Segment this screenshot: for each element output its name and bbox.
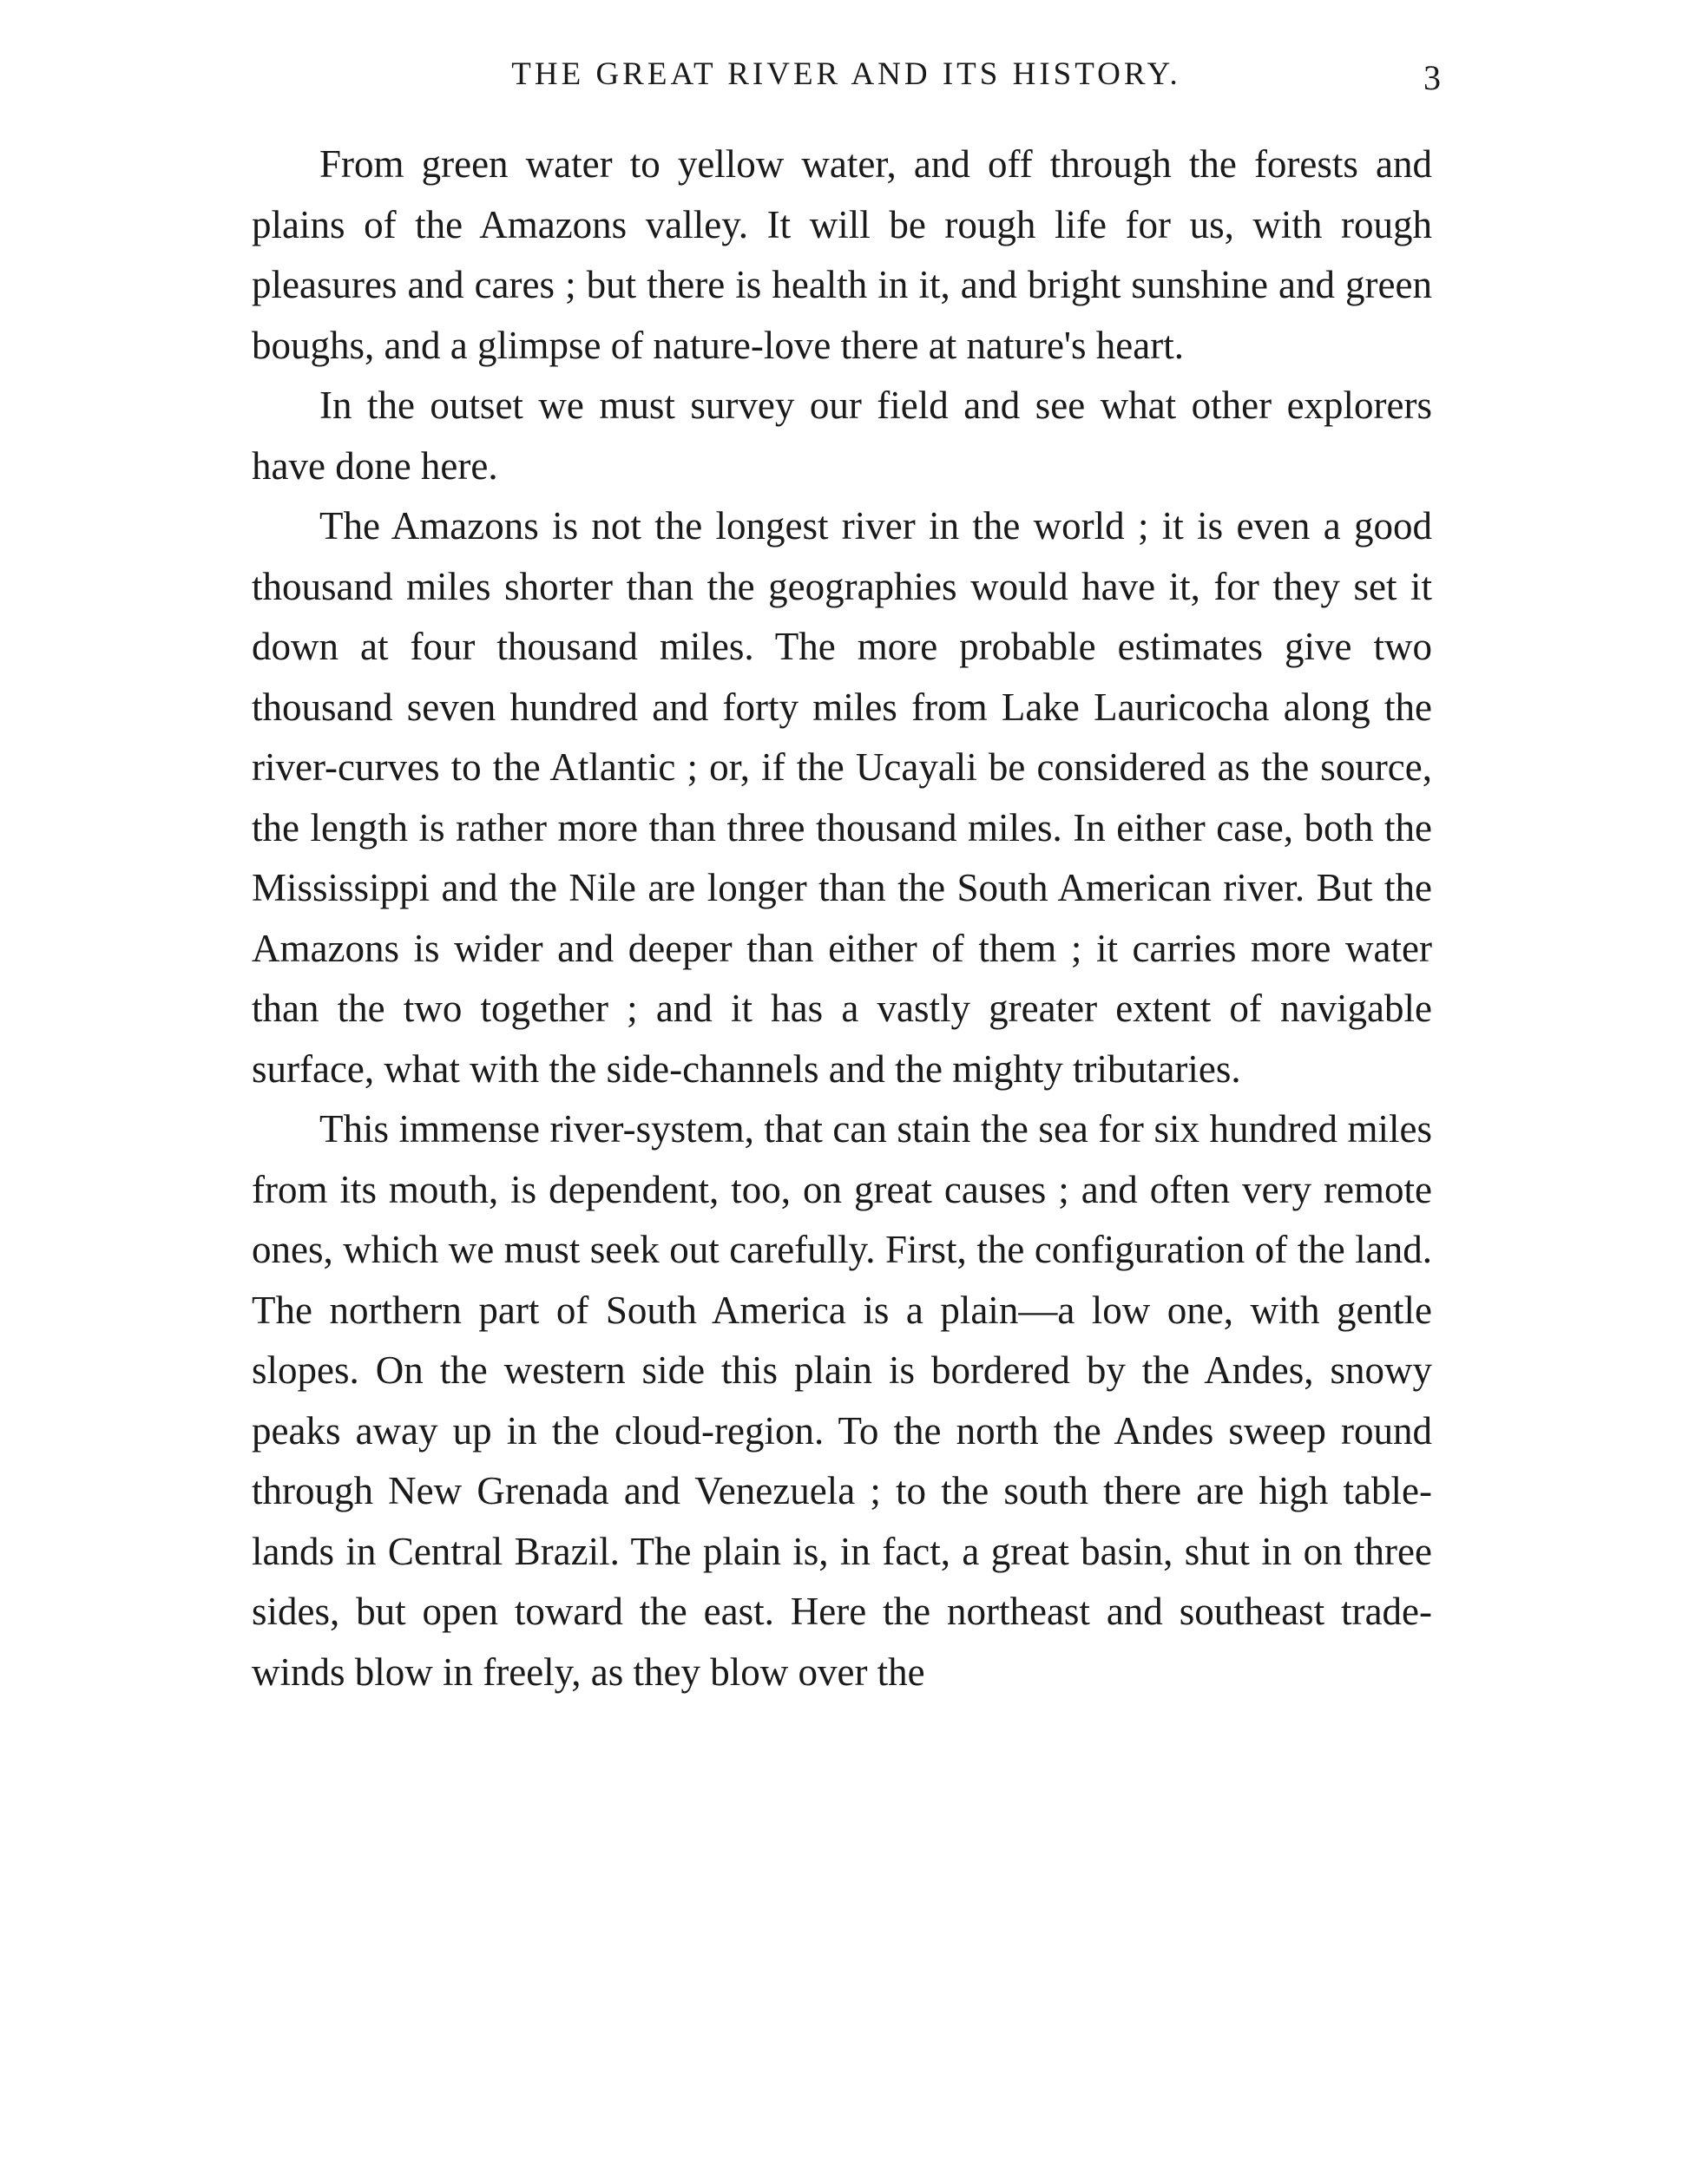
paragraph: The Amazons is not the longest river in the world ; it is even a good thousand miles shorter than the geographies would have it, for they set it down at four thousand miles. The more probable estimates give two thousand seven hundred and forty miles from Lake Lauricocha along the river-curves to the Atlantic ; or, if the Ucayali be considered as the source, the length is rather more than three thousand miles. In either case, both the Mississippi and the Nile are longer than the South American river. But the Amazons is wider and deeper than either of them ; it carries more water than the two together ; and it has a vastly greater extent of navigable surface, what with the side-channels and the mighty tributaries. [252,504,1432,1091]
paragraph: In the outset we must survey our field and see what other explorers have done here. [252,384,1432,488]
paragraph: From green water to yellow water, and off through the forests and plains of the Amazons valley. It will be rough life for us, with rough pleasures and cares ; but there is health in it, and bright sunshine and green boughs, and a glimpse of nature-love there at nature's heart. [252,142,1432,367]
body-text [252,134,1432,1702]
running-head [252,50,1441,120]
page-number: 3 [1423,58,1441,97]
running-title: THE GREAT RIVER AND ITS HISTORY. [511,56,1181,92]
paragraph: This immense river-system, that can stain the sea for six hundred miles from its mouth, is dependent, too, on great causes ; and often very remote ones, which we must seek out carefully. First, the configuration of the land. The northern part of South America is a plain—a low one, with gentle slopes. On the western side this plain is bordered by the Andes, snowy peaks away up in the cloud-region. To the north the Andes sweep round through New Grenada and Venezuela ; to the south there are high table-lands in Central Brazil. The plain is, in fact, a great basin, shut in on three sides, but open toward the east. Here the northeast and southeast trade-winds blow in freely, as they blow over the [252,1107,1432,1694]
